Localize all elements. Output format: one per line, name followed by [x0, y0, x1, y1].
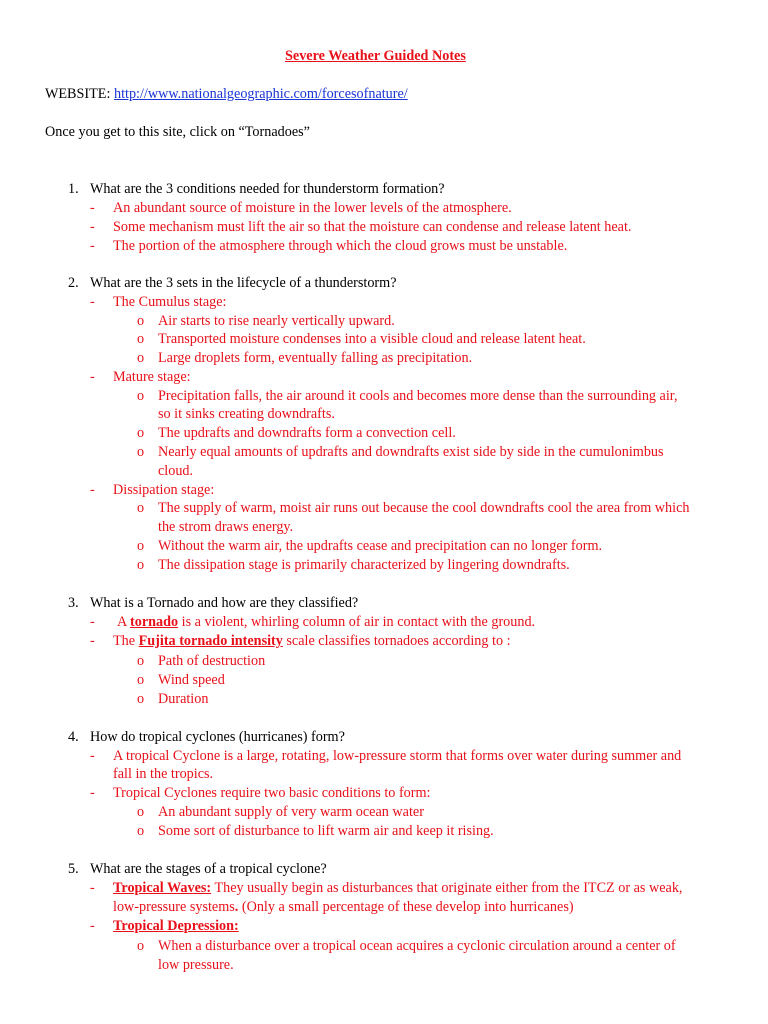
q1-question: What are the 3 conditions needed for thunderstorm formation? — [90, 181, 445, 197]
q3-answer-1-post: is a violent, whirling column of air in contact with the ground. — [181, 614, 536, 630]
q5-dash: - — [90, 918, 95, 934]
q5-term-depression: Tropical Depression: — [113, 918, 239, 934]
bullet-o: o — [137, 538, 145, 554]
q3-number: 3. — [68, 595, 79, 611]
q5-waves-note: (Only a small percentage of these develop into hurricanes) — [241, 899, 574, 915]
q5-waves-text: They usually begin as disturbances that originate either from the ITCZ or as weak, — [214, 880, 683, 896]
bullet-o: o — [137, 557, 145, 573]
q3-item: Duration — [158, 691, 209, 707]
q1-answer-2: Some mechanism must lift the air so that the moisture can condense and release latent heat. — [113, 219, 632, 235]
q4-question: How do tropical cyclones (hurricanes) form? — [90, 729, 345, 745]
bullet-o: o — [137, 388, 145, 404]
q1-number: 1. — [68, 181, 79, 197]
q3-term-fujita: Fujita tornado intensity — [138, 633, 283, 649]
website-label — [45, 85, 408, 103]
q5-stage-waves — [113, 879, 682, 897]
q2-stage-3: Dissipation stage: — [113, 482, 215, 498]
website-link[interactable]: http://www.nationalgeographic.com/forcesofnature/ — [113, 86, 408, 102]
q5-question: What are the stages of a tropical cyclone? — [90, 861, 327, 877]
q2-dash: - — [90, 369, 95, 385]
bullet-o: o — [137, 350, 145, 366]
bullet-o: o — [137, 938, 145, 954]
q2-stage-1-item: Large droplets form, eventually falling as precipitation. — [158, 350, 473, 366]
q2-dash: - — [90, 482, 95, 498]
bullet-o: o — [137, 804, 145, 820]
q4-item: Some sort of disturbance to lift warm air and keep it rising. — [158, 823, 494, 839]
q5-number: 5. — [68, 861, 79, 877]
bullet-o: o — [137, 331, 145, 347]
intro-text: Once you get to this site, click on “Tornadoes” — [45, 124, 310, 140]
q1-dash: - — [90, 219, 95, 235]
q2-stage-3-item-cont: the strom draws energy. — [158, 519, 294, 535]
q2-stage-2-item-cont: cloud. — [158, 463, 194, 479]
q2-stage-2: Mature stage: — [113, 369, 191, 385]
q3-dash: - — [90, 633, 95, 649]
q1-dash: - — [90, 200, 95, 216]
bullet-o: o — [137, 444, 145, 460]
q5-waves-cont — [113, 898, 574, 916]
q2-number: 2. — [68, 275, 79, 291]
q3-answer-1-pre: A — [117, 614, 127, 630]
q4-number: 4. — [68, 729, 79, 745]
q2-stage-3-item: The dissipation stage is primarily characterized by lingering downdrafts. — [158, 557, 570, 573]
q2-dash: - — [90, 294, 95, 310]
q2-stage-3-item: Without the warm air, the updrafts cease and precipitation can no longer form. — [158, 538, 603, 554]
bullet-o: o — [137, 672, 145, 688]
q5-depression-item: When a disturbance over a tropical ocean acquires a cyclonic circulation around a center of — [158, 938, 676, 954]
q2-stage-1-item: Transported moisture condenses into a visible cloud and release latent heat. — [158, 331, 586, 347]
q4-answer-1-cont: fall in the tropics. — [113, 766, 214, 782]
q1-answer-3: The portion of the atmosphere through which the cloud grows must be unstable. — [113, 238, 568, 254]
q3-item: Path of destruction — [158, 653, 266, 669]
q4-dash: - — [90, 748, 95, 764]
q2-stage-2-item-cont: so it sinks creating downdrafts. — [158, 406, 335, 422]
q5-depression-item-cont: low pressure. — [158, 957, 234, 973]
q4-dash: - — [90, 785, 95, 801]
q5-waves-l2: low-pressure systems — [113, 899, 235, 915]
q4-answer-2: Tropical Cyclones require two basic conditions to form: — [113, 785, 431, 801]
q5-waves-dot: . — [234, 899, 239, 915]
q2-question: What are the 3 sets in the lifecycle of a thunderstorm? — [90, 275, 397, 291]
q3-item: Wind speed — [158, 672, 225, 688]
q5-dash: - — [90, 880, 95, 896]
q4-item: An abundant supply of very warm ocean water — [158, 804, 424, 820]
website-label-text: WEBSITE: — [45, 86, 111, 102]
q4-answer-1: A tropical Cyclone is a large, rotating, low-pressure storm that forms over water during summer and — [113, 748, 682, 764]
q5-stage-depression — [113, 917, 239, 935]
bullet-o: o — [137, 425, 145, 441]
bullet-o: o — [137, 653, 145, 669]
q3-answer-2-pre: The — [113, 633, 136, 649]
q2-stage-3-item: The supply of warm, moist air runs out because the cool downdrafts cool the area from which — [158, 500, 690, 516]
q3-dash: - — [90, 614, 95, 630]
q5-term-waves: Tropical Waves: — [113, 880, 212, 896]
q2-stage-2-item: Nearly equal amounts of updrafts and downdrafts exist side by side in the cumulonimbus — [158, 444, 664, 460]
q2-stage-2-item: The updrafts and downdrafts form a convection cell. — [158, 425, 456, 441]
q3-answer-1 — [117, 613, 535, 631]
q2-stage-1-item: Air starts to rise nearly vertically upward. — [158, 313, 395, 329]
q3-answer-2 — [113, 632, 511, 650]
q2-stage-2-item: Precipitation falls, the air around it cools and becomes more dense than the surrounding air, — [158, 388, 678, 404]
bullet-o: o — [137, 313, 145, 329]
q3-question: What is a Tornado and how are they classified? — [90, 595, 359, 611]
page-title: Severe Weather Guided Notes — [285, 48, 466, 64]
q1-dash: - — [90, 238, 95, 254]
q1-answer-1: An abundant source of moisture in the lower levels of the atmosphere. — [113, 200, 512, 216]
bullet-o: o — [137, 823, 145, 839]
q3-answer-2-post: scale classifies tornadoes according to : — [286, 633, 511, 649]
bullet-o: o — [137, 691, 145, 707]
q3-term-tornado: tornado — [130, 614, 179, 630]
q2-stage-1: The Cumulus stage: — [113, 294, 227, 310]
bullet-o: o — [137, 500, 145, 516]
